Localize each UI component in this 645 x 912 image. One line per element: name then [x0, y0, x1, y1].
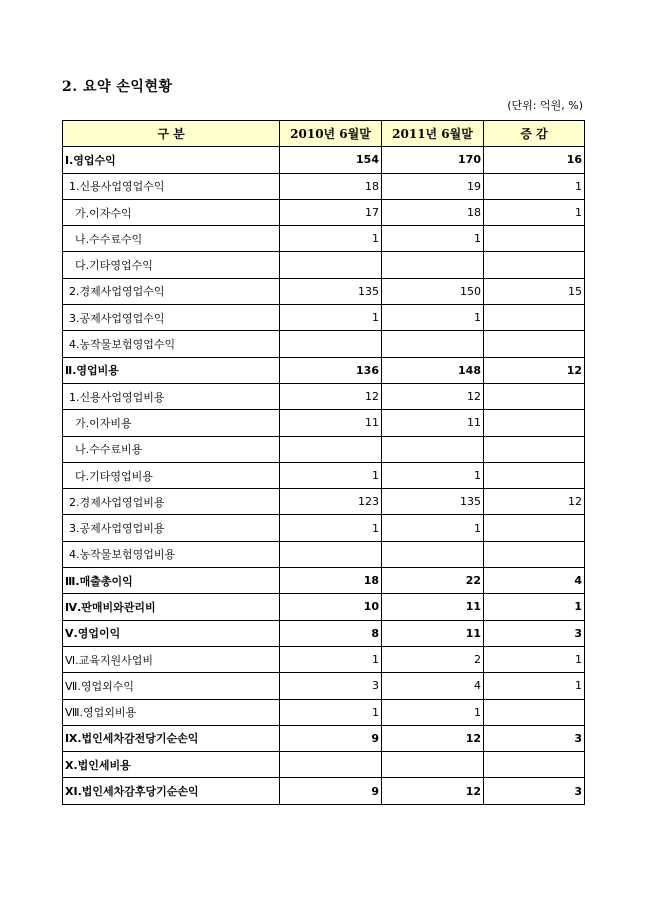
table-row [63, 594, 585, 620]
row-label: Ⅹ.법인세비용 [63, 752, 280, 778]
value-2010: 9 [280, 778, 382, 804]
table-row [63, 489, 585, 515]
table-row [63, 173, 585, 199]
value-2011: 1 [382, 515, 484, 541]
table-row [63, 752, 585, 778]
value-change: 4 [484, 568, 585, 594]
value-change [484, 252, 585, 278]
header-change: 증 감 [484, 121, 585, 147]
value-2010: 1 [280, 646, 382, 672]
value-2010 [280, 436, 382, 462]
table-row [63, 252, 585, 278]
value-2010: 135 [280, 278, 382, 304]
value-2010: 12 [280, 383, 382, 409]
value-2011: 2 [382, 646, 484, 672]
value-2011: 1 [382, 462, 484, 488]
value-change: 1 [484, 673, 585, 699]
table-row [63, 305, 585, 331]
row-label: 2.경제사업영업수익 [63, 278, 280, 304]
value-2011 [382, 436, 484, 462]
row-label: Ⅳ.판매비와관리비 [63, 594, 280, 620]
value-2011: 11 [382, 410, 484, 436]
table-body [63, 147, 585, 804]
table-row [63, 331, 585, 357]
value-2011 [382, 331, 484, 357]
table-row [63, 646, 585, 672]
row-label: Ⅱ.영업비용 [63, 357, 280, 383]
value-change: 15 [484, 278, 585, 304]
value-change [484, 436, 585, 462]
value-2010 [280, 331, 382, 357]
table-row [63, 778, 585, 804]
value-2010 [280, 752, 382, 778]
row-label: 1.신용사업영업수익 [63, 173, 280, 199]
value-2011: 12 [382, 778, 484, 804]
value-2011: 170 [382, 147, 484, 173]
row-label: 가.이자수익 [63, 199, 280, 225]
value-change: 1 [484, 199, 585, 225]
value-2010: 10 [280, 594, 382, 620]
row-label: 1.신용사업영업비용 [63, 383, 280, 409]
row-label: 나.수수료수익 [63, 226, 280, 252]
value-2010: 1 [280, 699, 382, 725]
row-label: 다.기타영업비용 [63, 462, 280, 488]
value-change [484, 515, 585, 541]
value-2011: 1 [382, 226, 484, 252]
value-2010: 8 [280, 620, 382, 646]
value-2010: 1 [280, 462, 382, 488]
row-label: Ⅶ.영업외수익 [63, 673, 280, 699]
table-row [63, 515, 585, 541]
value-2011: 148 [382, 357, 484, 383]
value-2010: 17 [280, 199, 382, 225]
value-2011: 4 [382, 673, 484, 699]
value-2011: 22 [382, 568, 484, 594]
value-change [484, 305, 585, 331]
value-2011 [382, 752, 484, 778]
value-2010: 1 [280, 515, 382, 541]
value-2011: 135 [382, 489, 484, 515]
row-label: Ⅰ.영업수익 [63, 147, 280, 173]
table-row [63, 357, 585, 383]
table-row [63, 199, 585, 225]
value-2010: 154 [280, 147, 382, 173]
value-2010: 1 [280, 305, 382, 331]
value-change [484, 331, 585, 357]
row-label: Ⅵ.교육지원사업비 [63, 646, 280, 672]
row-label: Ⅴ.영업이익 [63, 620, 280, 646]
value-change: 1 [484, 646, 585, 672]
row-label: 4.농작물보험영업비용 [63, 541, 280, 567]
table-row [63, 383, 585, 409]
value-change [484, 462, 585, 488]
value-change: 3 [484, 778, 585, 804]
header-row [63, 121, 585, 147]
value-2011: 19 [382, 173, 484, 199]
table-row [63, 568, 585, 594]
row-label: Ⅷ.영업외비용 [63, 699, 280, 725]
value-change: 3 [484, 620, 585, 646]
table-row [63, 436, 585, 462]
table-row [63, 226, 585, 252]
value-change [484, 383, 585, 409]
value-2010: 9 [280, 725, 382, 751]
row-label: Ⅸ.법인세차감전당기순손익 [63, 725, 280, 751]
value-2011 [382, 541, 484, 567]
table-row [63, 725, 585, 751]
value-2011: 11 [382, 620, 484, 646]
value-change [484, 699, 585, 725]
table-row [63, 278, 585, 304]
value-change [484, 226, 585, 252]
value-2010 [280, 252, 382, 278]
value-2011: 12 [382, 725, 484, 751]
row-label: 다.기타영업수익 [63, 252, 280, 278]
row-label: Ⅲ.매출총이익 [63, 568, 280, 594]
value-2010: 136 [280, 357, 382, 383]
header-2011: 2011년 6월말 [382, 121, 484, 147]
value-change: 1 [484, 594, 585, 620]
value-change [484, 752, 585, 778]
table-row [63, 673, 585, 699]
header-2010: 2010년 6월말 [280, 121, 382, 147]
value-2010: 11 [280, 410, 382, 436]
section-title: 2. 요약 손익현황 [62, 79, 173, 95]
value-2011: 12 [382, 383, 484, 409]
table-row [63, 541, 585, 567]
value-2011: 18 [382, 199, 484, 225]
table-row [63, 410, 585, 436]
value-2011: 150 [382, 278, 484, 304]
income-summary-table [62, 120, 585, 805]
value-2010 [280, 541, 382, 567]
value-change: 3 [484, 725, 585, 751]
value-change: 16 [484, 147, 585, 173]
row-label: 4.농작물보험영업수익 [63, 331, 280, 357]
table-row [63, 147, 585, 173]
value-2010: 123 [280, 489, 382, 515]
row-label: 3.공제사업영업비용 [63, 515, 280, 541]
header-category: 구 분 [63, 121, 280, 147]
value-2011: 1 [382, 305, 484, 331]
unit-note: (단위: 억원, %) [507, 99, 583, 112]
value-change: 12 [484, 489, 585, 515]
table-row [63, 699, 585, 725]
row-label: ⅩⅠ.법인세차감후당기순손익 [63, 778, 280, 804]
value-2010: 3 [280, 673, 382, 699]
value-change [484, 410, 585, 436]
row-label: 나.수수료비용 [63, 436, 280, 462]
value-2011: 1 [382, 699, 484, 725]
row-label: 가.이자비용 [63, 410, 280, 436]
table-row [63, 462, 585, 488]
value-2011 [382, 252, 484, 278]
value-2010: 18 [280, 173, 382, 199]
value-2011: 11 [382, 594, 484, 620]
row-label: 2.경제사업영업비용 [63, 489, 280, 515]
value-change [484, 541, 585, 567]
value-2010: 1 [280, 226, 382, 252]
value-change: 1 [484, 173, 585, 199]
value-change: 12 [484, 357, 585, 383]
value-2010: 18 [280, 568, 382, 594]
row-label: 3.공제사업영업수익 [63, 305, 280, 331]
table-row [63, 620, 585, 646]
